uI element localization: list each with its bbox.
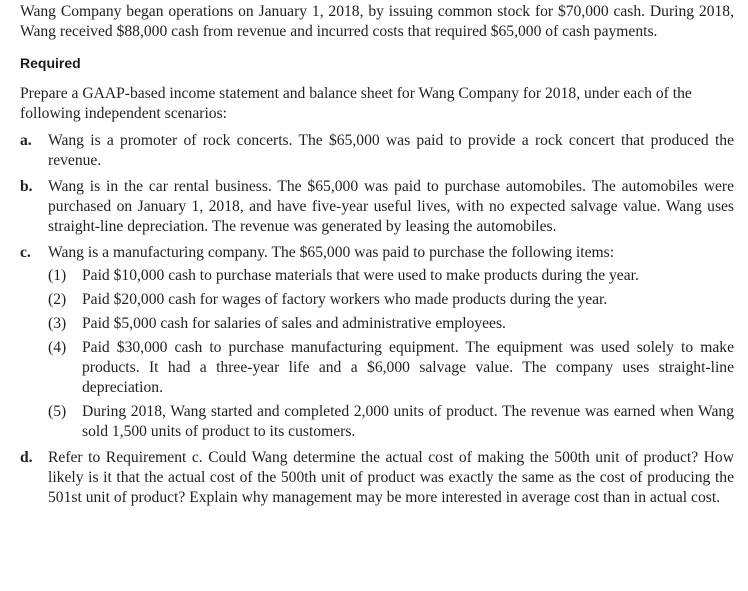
problem-intro: Wang Company began operations on January 1, 2018, by issuing common stock for $70,000 cash. During 2018, Wang received $88,000 cash from revenue and incurred costs that required $65,000 of cash payments. [20,3,734,40]
requirement-letter: a. [20,132,32,149]
problem-page [20,2,734,514]
requirement-c [20,243,734,442]
sub-item-text: Paid $5,000 cash for salaries of sales and administrative employees. [82,315,506,332]
requirement-letter: b. [20,178,33,195]
sub-item [48,402,734,442]
sub-item-text: Paid $20,000 cash for wages of factory workers who made products during the year. [82,291,608,308]
requirement-letter: d. [20,449,33,466]
sub-item [48,266,734,286]
required-text: Prepare a GAAP-based income statement and balance sheet for Wang Company for 2018, under each of the following independent scenarios: [20,85,692,122]
requirement-text: Refer to Requirement c. Could Wang determine the actual cost of making the 500th unit of product? How likely is it that the actual cost of the 500th unit of product was exactly the same as the cost of producing the 501st unit of product? Explain why management may be more interested in average cost than in actual cost. [48,449,734,506]
sub-item [48,338,734,398]
sub-item-text: During 2018, Wang started and completed 2,000 units of product. The revenue was earned when Wang sold 1,500 units of product to its customers. [82,403,734,440]
sub-item-number: (5) [48,403,67,420]
requirement-text: Wang is in the car rental business. The $65,000 was paid to purchase automobiles. The automobiles were purchased on January 1, 2018, and have five-year useful lives, with no expected salvage value. Wang uses straight-line depreciation. The revenue was generated by leasing the automobiles. [48,178,734,235]
sub-item-number: (2) [48,291,67,308]
sub-item-text: Paid $10,000 cash to purchase materials that were used to make products during the year. [82,267,639,284]
requirement-list [20,131,734,508]
sub-item-number: (4) [48,339,67,356]
sub-item [48,314,734,334]
sub-item-text: Paid $30,000 cash to purchase manufacturing equipment. The equipment was used solely to make products. It had a three-year life and a $6,000 salvage value. The company uses straight-line depreciation. [82,339,734,396]
sub-item-number: (3) [48,315,67,332]
requirement-b [20,177,734,237]
requirement-letter: c. [20,244,31,261]
sub-item [48,290,734,310]
requirement-a [20,131,734,171]
requirement-d [20,448,734,508]
required-heading: Required [20,55,81,71]
sub-item-list [48,266,734,442]
requirement-text: Wang is a manufacturing company. The $65,000 was paid to purchase the following items: [48,244,615,261]
requirement-text: Wang is a promoter of rock concerts. The $65,000 was paid to provide a rock concert that produced the revenue. [48,132,734,169]
sub-item-number: (1) [48,267,67,284]
